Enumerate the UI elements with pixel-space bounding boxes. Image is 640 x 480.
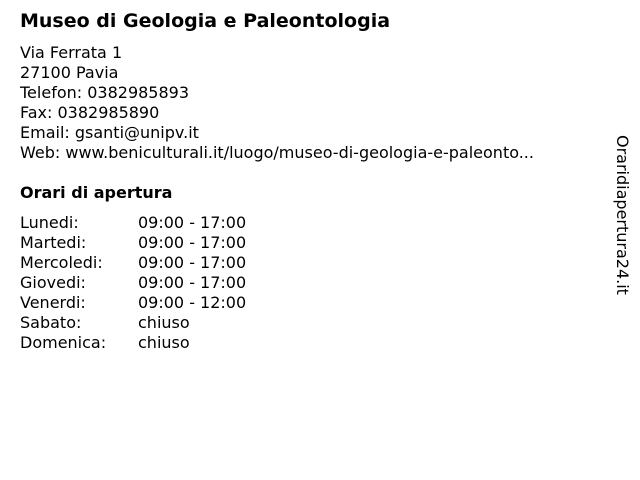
- day-label: Mercoledi:: [20, 253, 103, 272]
- site-watermark: [610, 135, 634, 310]
- day-label: Domenica:: [20, 333, 107, 352]
- web-line: Web: www.beniculturali.it/luogo/museo-di-geologia-e-paleonto...: [20, 143, 534, 162]
- hours-heading: Orari di apertura: [20, 183, 173, 202]
- time-value: 09:00 - 17:00: [138, 213, 247, 232]
- day-label: Lunedi:: [20, 213, 79, 232]
- time-value: 09:00 - 12:00: [138, 293, 247, 312]
- time-value: 09:00 - 17:00: [138, 233, 247, 252]
- time-value: 09:00 - 17:00: [138, 273, 247, 292]
- time-value: chiuso: [138, 313, 190, 332]
- email-line: Email: gsanti@unipv.it: [20, 123, 199, 142]
- contact-info: [20, 43, 534, 163]
- day-label: Venerdi:: [20, 293, 86, 312]
- time-value: 09:00 - 17:00: [138, 253, 247, 272]
- page-title: Museo di Geologia e Paleontologia: [20, 10, 391, 32]
- day-label: Giovedi:: [20, 273, 86, 292]
- address-street: Via Ferrata 1: [20, 43, 123, 62]
- day-label: Martedi:: [20, 233, 87, 252]
- time-value: chiuso: [138, 333, 190, 352]
- address-city: 27100 Pavia: [20, 63, 119, 82]
- day-label: Sabato:: [20, 313, 82, 332]
- watermark-text: Oraridiapertura24.it: [613, 135, 632, 295]
- phone-line: Telefon: 0382985893: [20, 83, 190, 102]
- fax-line: Fax: 0382985890: [20, 103, 160, 122]
